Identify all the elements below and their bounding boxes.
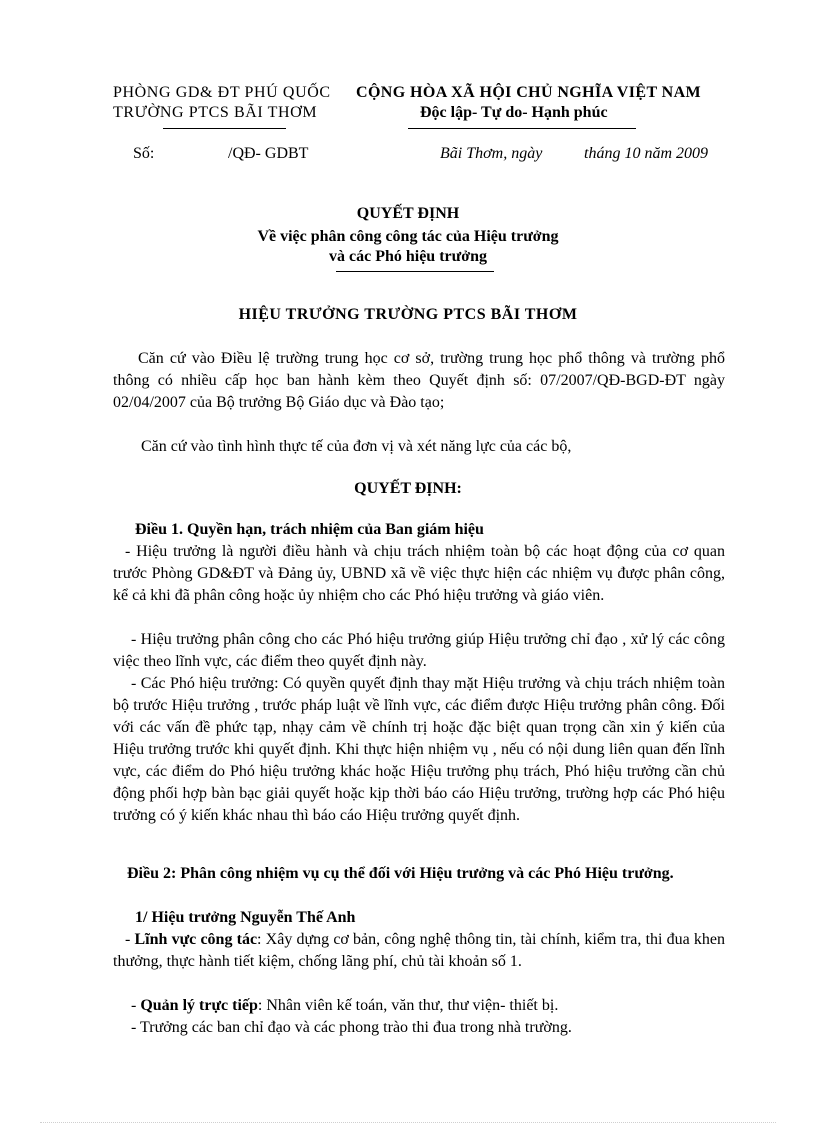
principal-last-line: - Trưởng các ban chỉ đạo và các phong trào thi đua trong nhà trường.: [131, 1019, 572, 1036]
school-name: TRƯỜNG PTCS BÃI THƠM: [113, 104, 318, 121]
document-title: QUYẾT ĐỊNH: [356, 205, 460, 222]
field-text: : Xây dựng cơ bản, công nghệ thông tin, tài chính, kiểm tra, thi đua khen thưởng, thực hành tiết kiệm, chống lãng phí, chủ tài khoản số 1.: [113, 931, 726, 970]
principal-heading: 1/ Hiệu trưởng Nguyễn Thế Anh: [135, 909, 356, 926]
article-2-heading: Điều 2: Phân công nhiệm vụ cụ thể đối với Hiệu trưởng và các Phó Hiệu trưởng.: [127, 865, 674, 882]
manage-prefix: -: [131, 997, 141, 1014]
field-label: Lĩnh vực công tác: [134, 931, 258, 948]
right-header-rule: [408, 128, 636, 129]
department-name: PHÒNG GD& ĐT PHÚ QUỐC: [113, 84, 331, 101]
number-code: /QĐ- GDBT: [228, 145, 309, 162]
number-label: Số:: [133, 145, 155, 162]
article-1-paragraph-2: - Hiệu trưởng phân công cho các Phó hiệu trưởng giúp Hiệu trưởng chỉ đạo , xử lý các công việc theo lĩnh vực, các điểm theo quyết định này.: [113, 631, 725, 670]
article-1-heading: Điều 1. Quyền hạn, trách nhiệm của Ban giám hiệu: [135, 521, 484, 538]
article-1-paragraph-3: - Các Phó hiệu trưởng: Có quyền quyết định thay mặt Hiệu trưởng và chịu trách nhiệm toàn bộ trước Hiệu trưởng , trước pháp luật về lĩnh vực, các điểm được Hiệu trưởng phân công. Đối với các vấn đề phức tạp, nhạy cảm về chính trị hoặc đặc biệt quan trọng cần xin ý kiến của Hiệu trưởng trước khi quyết định. Khi thực hiện nhiệm vụ , nếu có nội dung liên quan đến lĩnh vực, các điểm do Phó hiệu trưởng khác hoặc Hiệu trưởng phụ trách, Phó hiệu trưởng cần chủ động phối hợp bàn bạc giải quyết hoặc kịp thời báo cáo Hiệu trưởng, trường hợp các Phó hiệu trưởng có ý kiến khác nhau thì báo cáo Hiệu trưởng quyết định.: [113, 675, 725, 824]
preamble-paragraph-1: Căn cứ vào Điều lệ trường trung học cơ sở, trường trung học phổ thông và trường phổ thông có nhiều cấp học ban hành kèm theo Quyết định số: 07/2007/QĐ-BGD-ĐT ngày 02/04/2007 của Bộ trưởng Bộ Giáo dục và Đào tạo;: [113, 350, 725, 411]
left-header-rule: [163, 128, 286, 129]
field-prefix: -: [125, 931, 135, 948]
decision-heading: QUYẾT ĐỊNH:: [354, 480, 462, 497]
principal-manage-line: [113, 995, 743, 1017]
title-rule: [336, 271, 494, 272]
authority-heading: HIỆU TRƯỞNG TRƯỜNG PTCS BÃI THƠM: [238, 306, 578, 323]
preamble-paragraph-2: Căn cứ vào tình hình thực tế của đơn vị và xét năng lực của các bộ,: [141, 438, 572, 455]
national-title: CỘNG HÒA XÃ HỘI CHỦ NGHĨA VIỆT NAM: [356, 84, 702, 101]
national-motto: Độc lập- Tự do- Hạnh phúc: [420, 104, 608, 121]
document-subtitle-1: Về việc phân công công tác của Hiệu trưởng: [257, 228, 559, 245]
principal-field-paragraph: [113, 929, 725, 973]
document-subtitle-2: và các Phó hiệu trưởng: [328, 248, 487, 265]
date-place: Bãi Thơm, ngày: [440, 145, 543, 162]
manage-label: Quản lý trực tiếp: [140, 997, 258, 1014]
article-1-paragraph-1: - Hiệu trưởng là người điều hành và chịu trách nhiệm toàn bộ các hoạt động của cơ quan trước Phòng GD&ĐT và Đảng ủy, UBND xã về việc thực hiện các nhiệm vụ được phân công, kể cả khi đã phân công hoặc ủy nhiệm cho các Phó hiệu trưởng và giáo viên.: [113, 543, 725, 604]
date-rest: tháng 10 năm 2009: [584, 145, 708, 162]
manage-text: : Nhân viên kế toán, văn thư, thư viện- thiết bị.: [257, 997, 559, 1014]
